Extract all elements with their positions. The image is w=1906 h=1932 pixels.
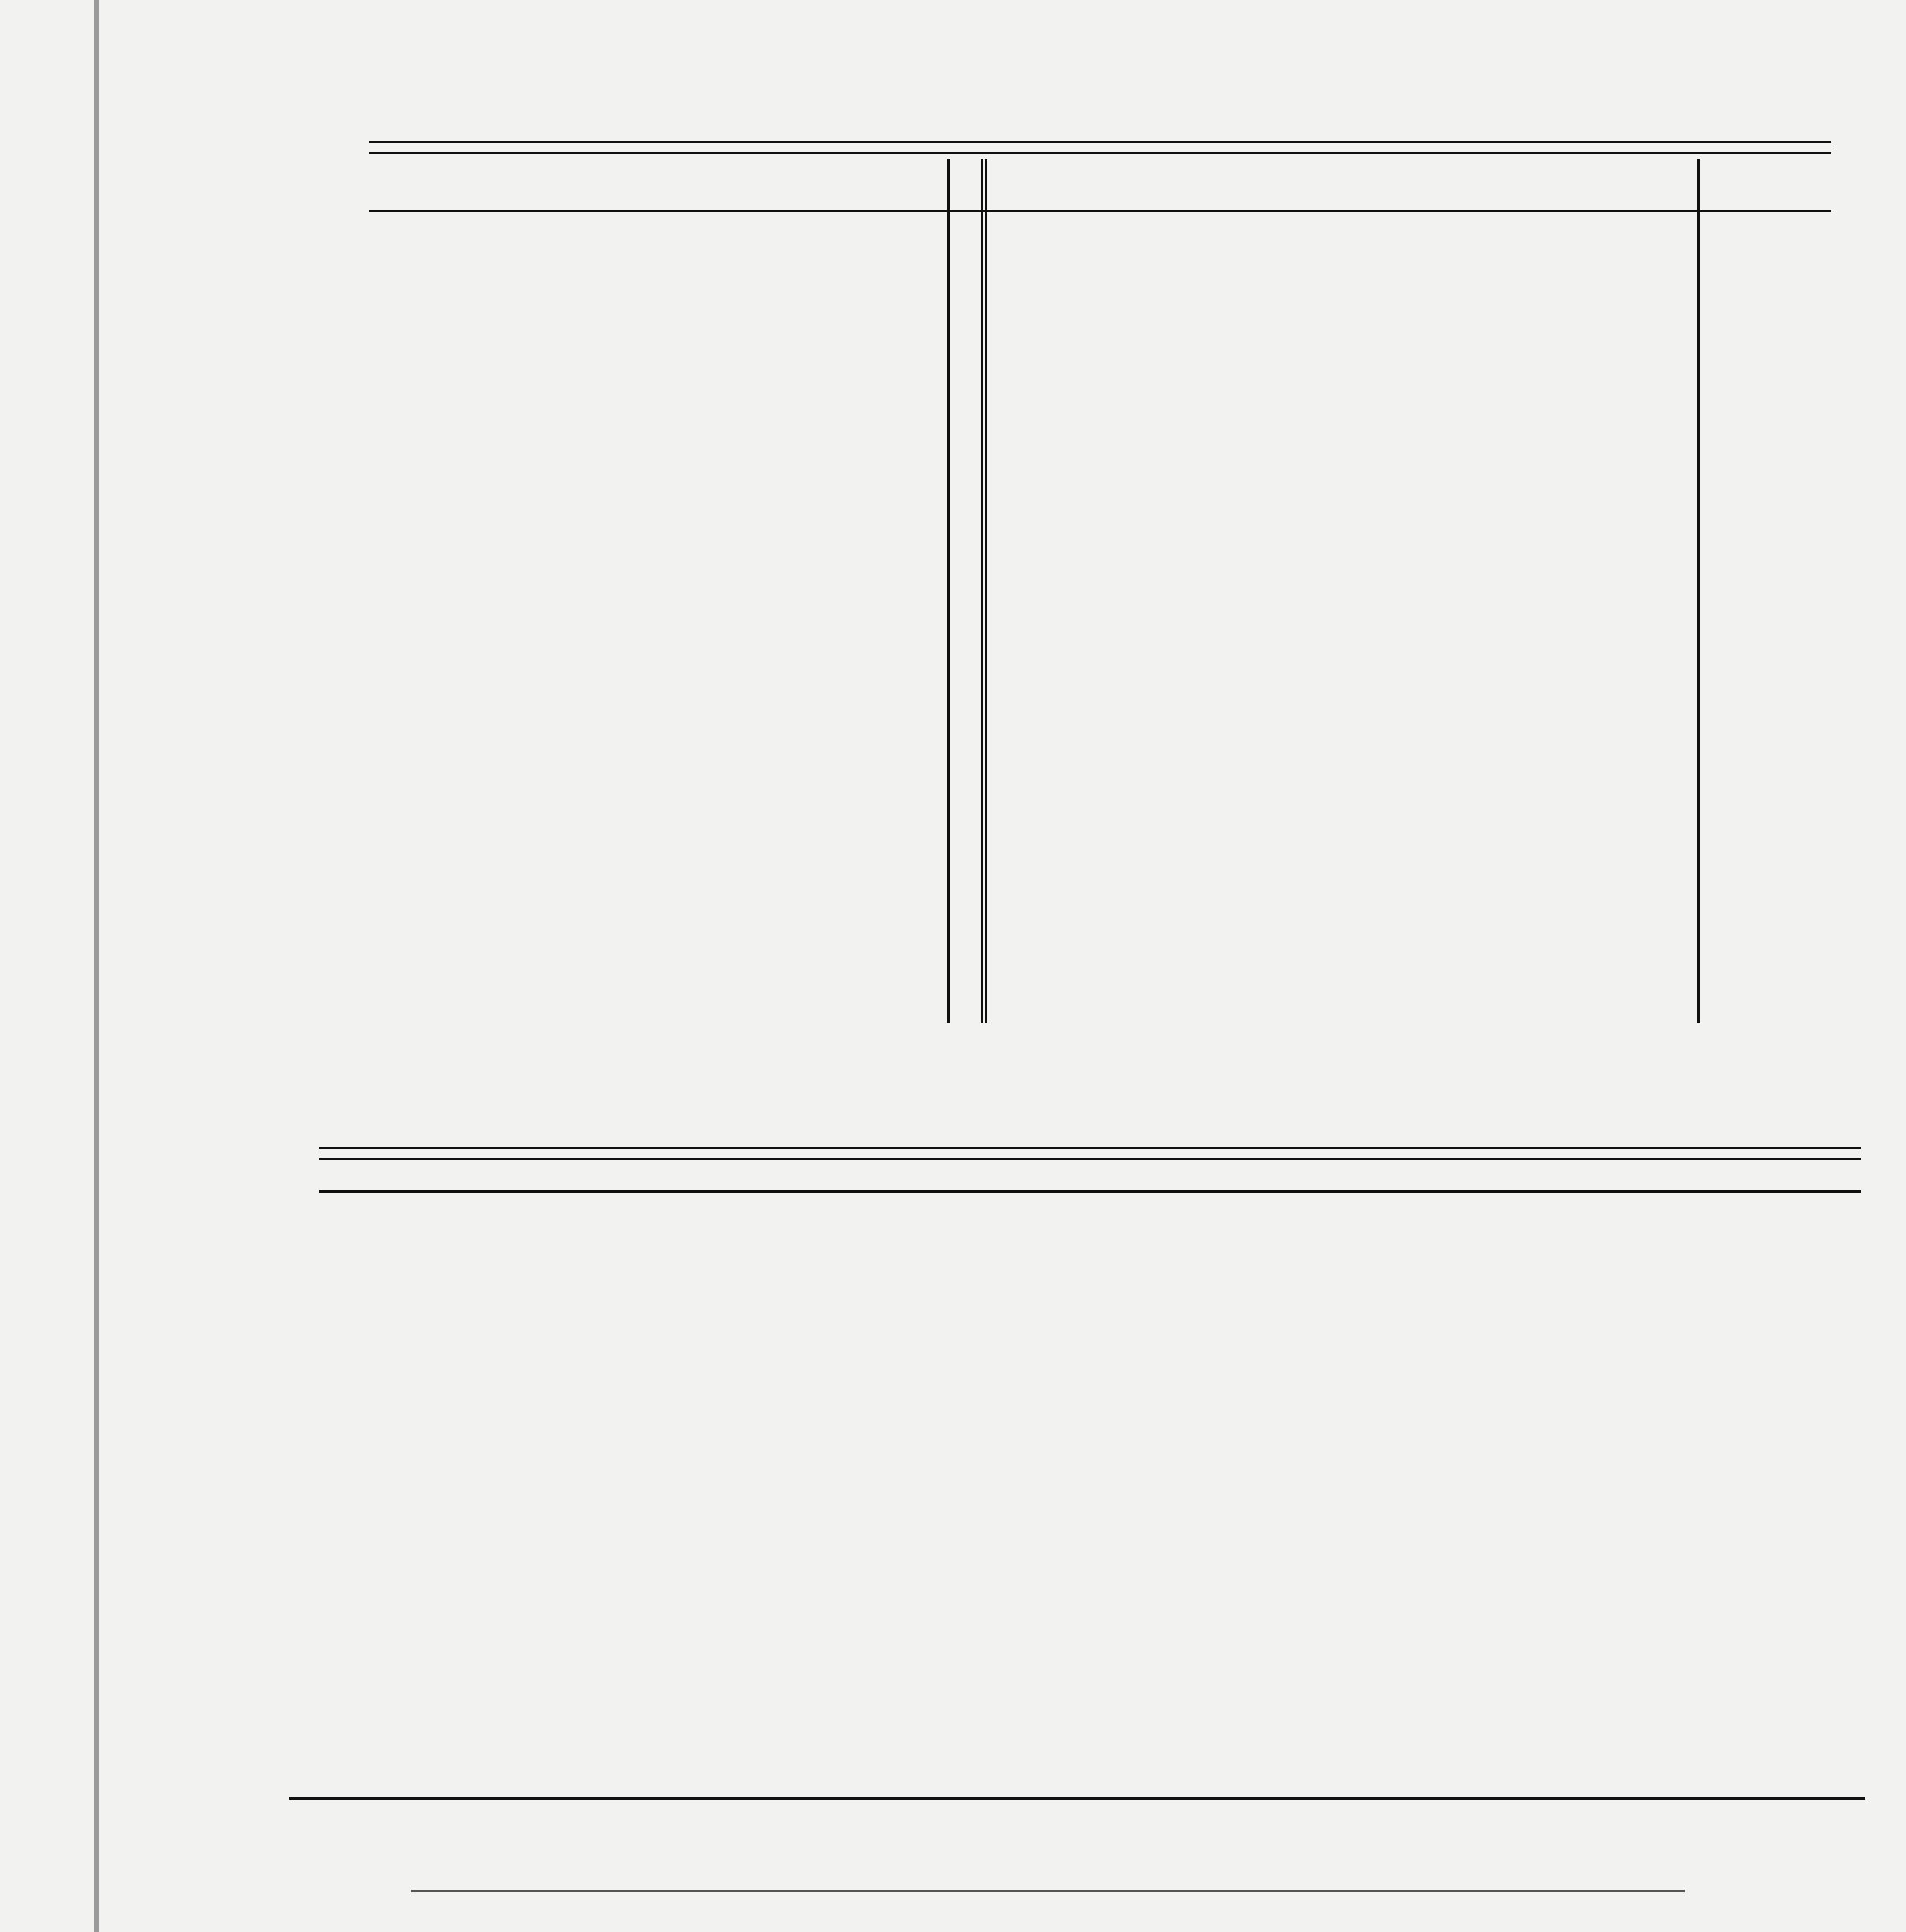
combine-right-page-col-line <box>1697 159 1700 1023</box>
combine-center-line-2 <box>985 159 987 1023</box>
engine-bottom-rule <box>289 1797 1865 1800</box>
index-page <box>251 0 1869 1932</box>
binding-wire <box>94 0 99 1932</box>
engine-header-rule <box>319 1190 1861 1193</box>
page-bottom-rule <box>411 1890 1685 1892</box>
combine-center-line <box>981 159 983 1023</box>
spiral-binding <box>0 0 210 1932</box>
engine-top-rule <box>319 1147 1861 1160</box>
combine-header-rule <box>369 210 1831 212</box>
combine-top-rule <box>369 141 1831 154</box>
combine-page-col-line <box>947 159 950 1023</box>
